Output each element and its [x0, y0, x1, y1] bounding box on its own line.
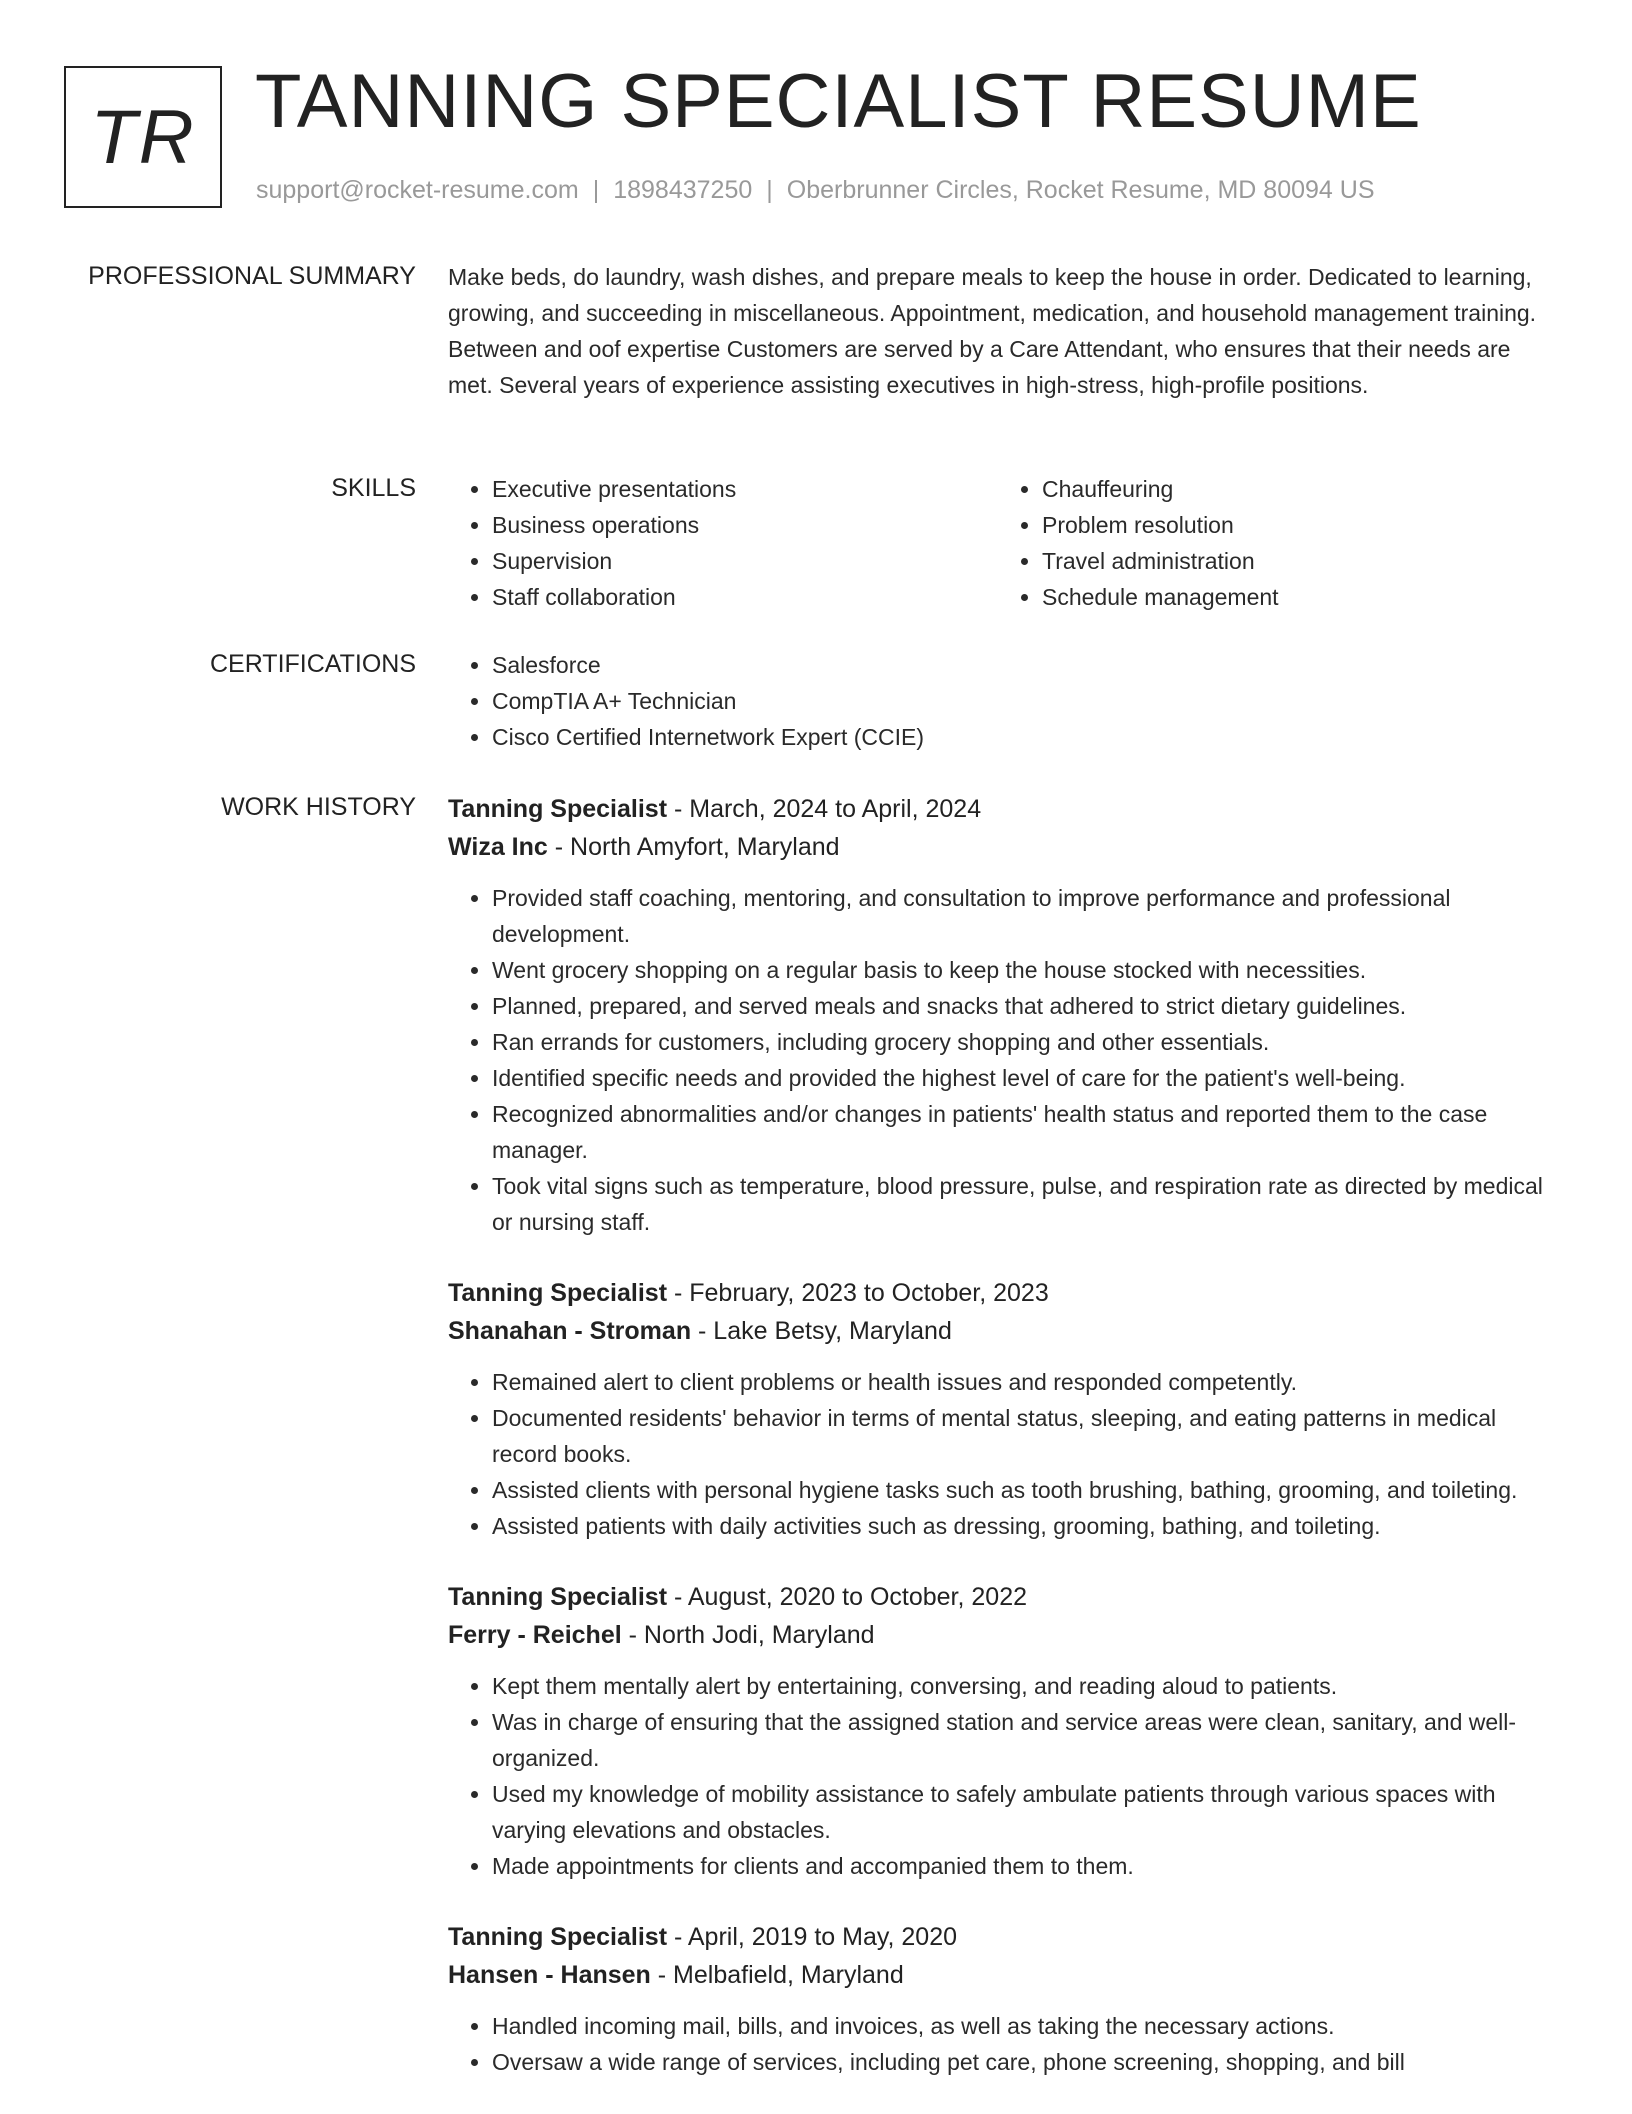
job-entry: [448, 1274, 1548, 1544]
job-bullet: • Kept them mentally alert by entertaining, conversing, and reading aloud to patients.: [492, 1668, 1548, 1704]
job-company-line: [448, 1956, 1548, 1994]
job-location: - Melbafield, Maryland: [650, 1961, 904, 1989]
job-title: Tanning Specialist: [448, 1279, 668, 1307]
skills-list-col1: [448, 471, 998, 615]
job-dates: - August, 2020 to October, 2022: [667, 1583, 1028, 1611]
certification-item: • Salesforce: [492, 647, 1548, 683]
job-bullet: • Ran errands for customers, including grocery shopping and other essentials.: [492, 1024, 1548, 1060]
job-company: Wiza Inc: [448, 833, 548, 861]
job-entry: [448, 790, 1548, 1240]
certifications-list: [448, 647, 1548, 755]
job-location: - North Amyfort, Maryland: [547, 833, 840, 861]
job-title: Tanning Specialist: [448, 1583, 668, 1611]
contact-address: Oberbrunner Circles, Rocket Resume, MD 80094 US: [786, 176, 1375, 204]
skill-item: • Staff collaboration: [492, 579, 998, 615]
certification-item: • Cisco Certified Internetwork Expert (CCIE): [492, 719, 1548, 755]
contact-line: [256, 176, 1375, 205]
job-dates: - March, 2024 to April, 2024: [667, 795, 982, 823]
job-bullet: • Handled incoming mail, bills, and invoices, as well as taking the necessary actions.: [492, 2008, 1548, 2044]
job-location: - Lake Betsy, Maryland: [691, 1317, 952, 1345]
job-company: Shanahan - Stroman: [448, 1317, 692, 1345]
job-company-line: [448, 1312, 1548, 1350]
job-title-line: [448, 1274, 1548, 1312]
summary-label: PROFESSIONAL SUMMARY: [88, 262, 416, 290]
job-title-line: [448, 1578, 1548, 1616]
job-location: - North Jodi, Maryland: [621, 1621, 875, 1649]
job-bullets: [448, 880, 1548, 1240]
job-dates: - April, 2019 to May, 2020: [667, 1923, 958, 1951]
contact-separator: |: [766, 176, 773, 204]
skill-item: • Executive presentations: [492, 471, 998, 507]
job-bullet: • Identified specific needs and provided the highest level of care for the patient's well-being.: [492, 1060, 1548, 1096]
job-entry: [448, 1578, 1548, 1884]
job-bullet: • Planned, prepared, and served meals and snacks that adhered to strict dietary guidelines.: [492, 988, 1548, 1024]
job-bullets: [448, 2008, 1548, 2080]
work-history-body: [448, 790, 1548, 2114]
skills-list-col2: [998, 471, 1548, 615]
skill-item: • Supervision: [492, 543, 998, 579]
work-history-label: WORK HISTORY: [221, 793, 416, 821]
skill-item: • Problem resolution: [1042, 507, 1548, 543]
job-bullet: • Took vital signs such as temperature, blood pressure, pulse, and respiration rate as directed by medical or nursing staff.: [492, 1168, 1548, 1240]
summary-text: Make beds, do laundry, wash dishes, and prepare meals to keep the house in order. Dedicated to learning, growing, and succeeding in miscellaneous. Appointment, medication, and household management training. Between and oof expertise Customers are served by a Care Attendant, who ensures that their needs are met. Several years of experience assisting executives in high-stress, high-profile positions.: [448, 264, 1537, 398]
skill-item: • Business operations: [492, 507, 998, 543]
job-title-line: [448, 1918, 1548, 1956]
skills-label: SKILLS: [331, 474, 416, 502]
job-entry: [448, 1918, 1548, 2080]
skill-item: • Chauffeuring: [1042, 471, 1548, 507]
job-bullet: • Documented residents' behavior in terms of mental status, sleeping, and eating patterns in medical record books.: [492, 1400, 1548, 1472]
job-bullet: • Assisted patients with daily activities such as dressing, grooming, bathing, and toileting.: [492, 1508, 1548, 1544]
job-bullet: • Made appointments for clients and accompanied them to them.: [492, 1848, 1548, 1884]
job-company-line: [448, 1616, 1548, 1654]
summary-body: [448, 259, 1548, 403]
contact-separator: |: [592, 176, 600, 204]
job-bullet: • Was in charge of ensuring that the assigned station and service areas were clean, sanitary, and well-organized.: [492, 1704, 1548, 1776]
job-bullet: • Assisted clients with personal hygiene tasks such as tooth brushing, bathing, grooming, and toileting.: [492, 1472, 1548, 1508]
job-bullet: • Provided staff coaching, mentoring, and consultation to improve performance and professional development.: [492, 880, 1548, 952]
skill-item: • Travel administration: [1042, 543, 1548, 579]
job-bullets: [448, 1364, 1548, 1544]
job-bullet: • Oversaw a wide range of services, including pet care, phone screening, shopping, and bill: [492, 2044, 1548, 2080]
job-title: Tanning Specialist: [448, 1923, 668, 1951]
job-dates: - February, 2023 to October, 2023: [667, 1279, 1049, 1307]
certifications-label: CERTIFICATIONS: [209, 650, 416, 678]
contact-phone: 1898437250: [613, 176, 753, 204]
contact-email: support@rocket-resume.com: [256, 176, 579, 204]
certifications-body: [448, 647, 1548, 755]
job-bullet: • Used my knowledge of mobility assistance to safely ambulate patients through various spaces with varying elevations and obstacles.: [492, 1776, 1548, 1848]
job-title: Tanning Specialist: [448, 795, 668, 823]
job-company: Ferry - Reichel: [448, 1621, 622, 1649]
job-bullet: • Remained alert to client problems or health issues and responded competently.: [492, 1364, 1548, 1400]
job-bullet: • Went grocery shopping on a regular basis to keep the house stocked with necessities.: [492, 952, 1548, 988]
job-company: Hansen - Hansen: [448, 1961, 651, 1989]
job-bullets: [448, 1668, 1548, 1884]
job-company-line: [448, 828, 1548, 866]
monogram: TR: [64, 66, 222, 208]
job-title-line: [448, 790, 1548, 828]
job-bullet: • Recognized abnormalities and/or changes in patients' health status and reported them to the case manager.: [492, 1096, 1548, 1168]
certification-item: • CompTIA A+ Technician: [492, 683, 1548, 719]
skills-body: [448, 471, 1548, 615]
skill-item: • Schedule management: [1042, 579, 1548, 615]
page-title: TANNING SPECIALIST RESUME: [255, 59, 1422, 144]
